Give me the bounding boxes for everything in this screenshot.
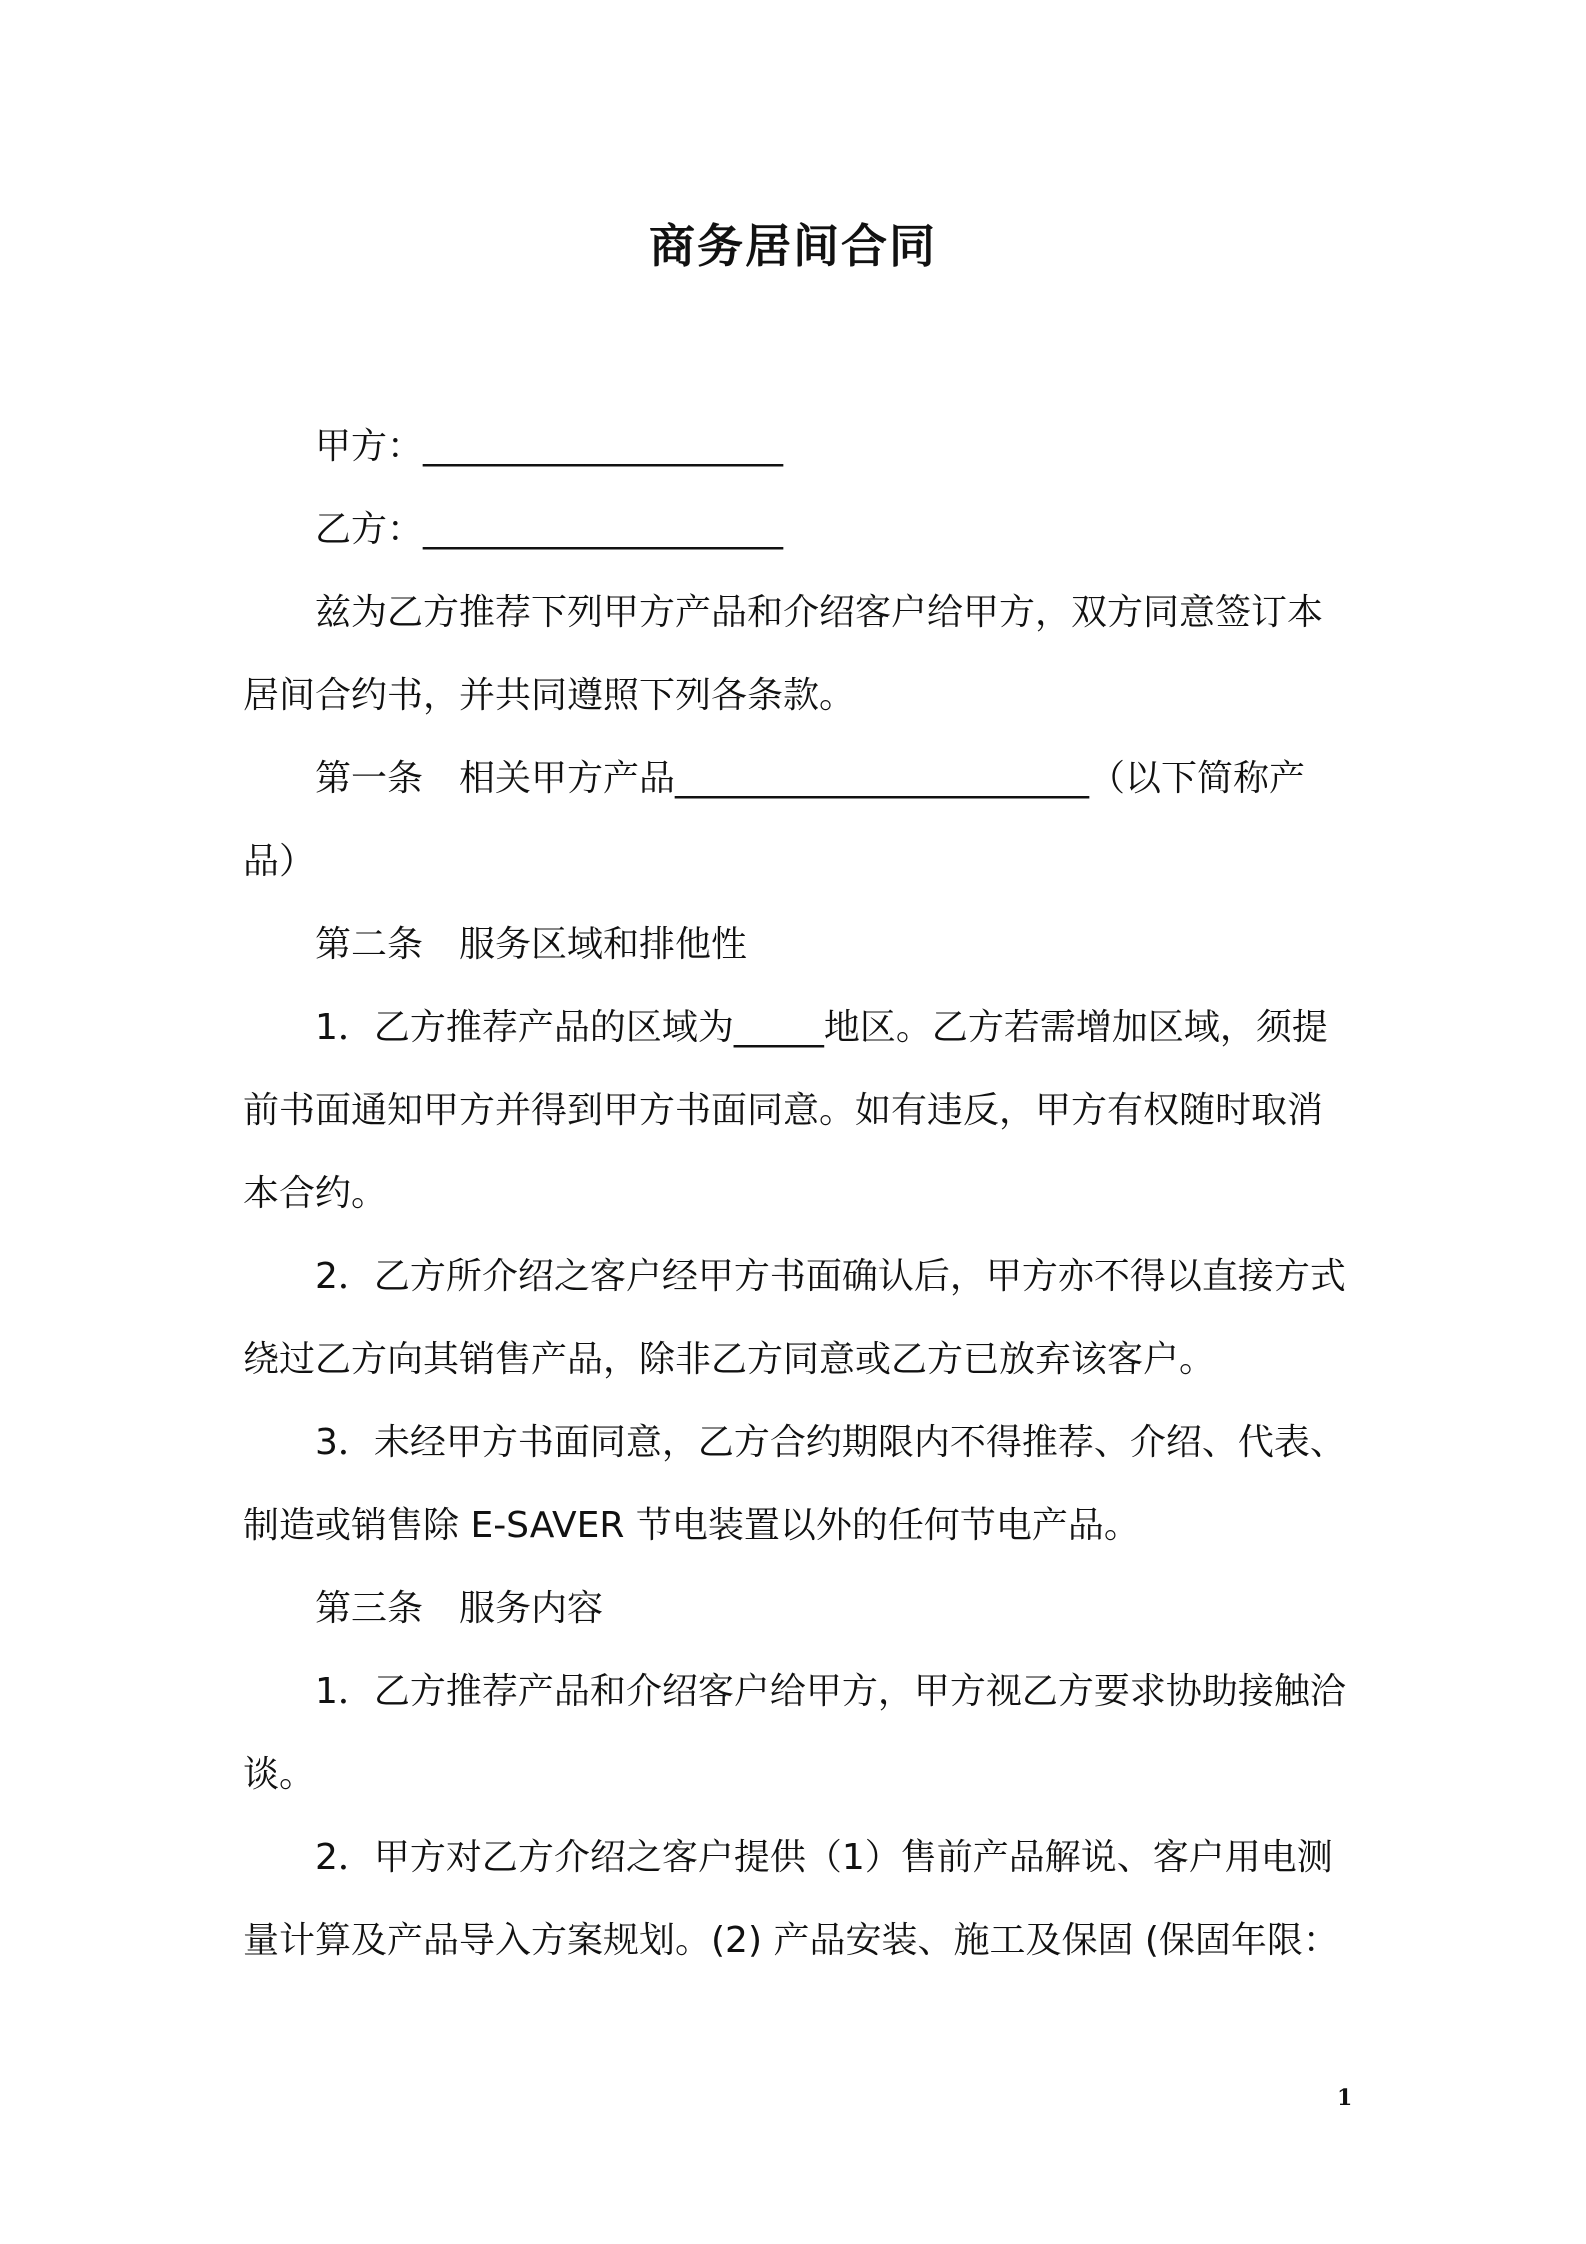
document-title: 商务居间合同: [649, 219, 937, 273]
party-b-line: 乙方：____________________: [315, 509, 784, 550]
article-2-clause-2: 2．乙方所介绍之客户经甲方书面确认后，甲方亦不得以直接方式绕过乙方向其销售产品，除非乙方同意或乙方已放弃该客户。: [243, 1256, 1346, 1380]
article-3-clause-2: 2．甲方对乙方介绍之客户提供（1）售前产品解说、客户用电测量计算及产品导入方案规划。(2) 产品安装、施工及保固 (保固年限：: [243, 1837, 1339, 1961]
article-3-clause-1: 1．乙方推荐产品和介绍客户给甲方，甲方视乙方要求协助接触洽谈。: [243, 1671, 1346, 1795]
party-a-line: 甲方：____________________: [315, 426, 784, 467]
document-body: [243, 405, 1358, 1982]
article-1-heading: 第一条 相关甲方产品_______________________（以下简称产品）: [243, 758, 1306, 882]
preamble-paragraph: 兹为乙方推荐下列甲方产品和介绍客户给甲方，双方同意签订本居间合约书，并共同遵照下列各条款。: [243, 592, 1324, 716]
article-2-clause-3: 3．未经甲方书面同意，乙方合约期限内不得推荐、介绍、代表、制造或销售除 E-SAVER 节电装置以外的任何节电产品。: [243, 1422, 1346, 1546]
page-number: 1: [1337, 2085, 1353, 2111]
article-3-heading: 第三条 服务内容: [315, 1588, 604, 1629]
article-2-clause-1: 1．乙方推荐产品的区域为_____地区。乙方若需增加区域，须提前书面通知甲方并得到甲方书面同意。如有违反，甲方有权随时取消本合约。: [243, 1007, 1328, 1214]
article-2-heading: 第二条 服务区域和排他性: [315, 924, 748, 965]
